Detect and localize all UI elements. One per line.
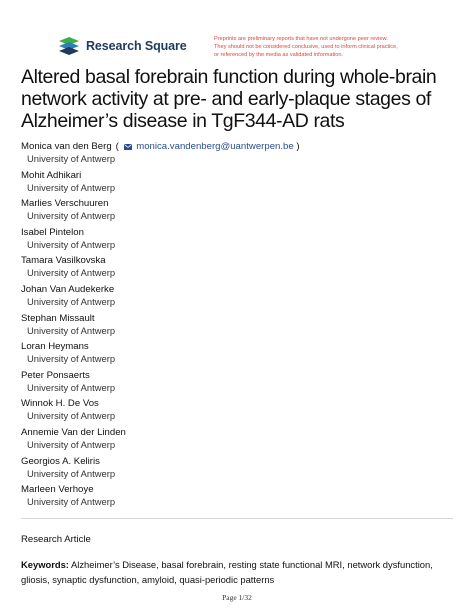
author-name: Winnok H. De Vos bbox=[21, 398, 99, 410]
author-entry bbox=[21, 227, 461, 256]
author-affiliation: University of Antwerp bbox=[27, 438, 116, 450]
author-list bbox=[21, 141, 461, 513]
author-affiliation: University of Antwerp bbox=[27, 153, 116, 164]
author-affiliation: University of Antwerp bbox=[27, 496, 116, 508]
envelope-icon bbox=[124, 144, 132, 150]
disclaimer-line: Preprints are preliminary reports that have not undergone peer review. bbox=[214, 36, 388, 42]
author-name: Mohit Adhikari bbox=[21, 169, 82, 181]
author-name: Marlies Verschuuren bbox=[21, 198, 109, 210]
preprint-header bbox=[0, 0, 474, 64]
author-affiliation: University of Antwerp bbox=[27, 210, 116, 222]
author-entry bbox=[21, 198, 461, 227]
author-entry bbox=[21, 427, 461, 456]
author-affiliation: University of Antwerp bbox=[27, 238, 116, 250]
author-name: Tamara Vasilkovska bbox=[21, 255, 106, 267]
author-affiliation: University of Antwerp bbox=[27, 267, 116, 279]
keywords bbox=[21, 557, 461, 587]
corresponding-email bbox=[116, 141, 300, 153]
author-affiliation: University of Antwerp bbox=[27, 467, 116, 479]
preprint-disclaimer bbox=[214, 36, 454, 59]
author-name: Georgios A. Keliris bbox=[21, 455, 100, 467]
author-affiliation: University of Antwerp bbox=[27, 381, 116, 393]
author-entry bbox=[21, 141, 461, 170]
author-entry bbox=[21, 170, 461, 199]
brand-name: Research Square bbox=[86, 39, 187, 53]
author-name: Loran Heymans bbox=[21, 341, 89, 353]
author-entry bbox=[21, 255, 461, 284]
author-affiliation: University of Antwerp bbox=[27, 353, 116, 365]
research-square-logo[interactable] bbox=[57, 37, 187, 55]
page-number: Page 1/32 bbox=[222, 593, 252, 602]
author-entry bbox=[21, 370, 461, 399]
article-type: Research Article bbox=[21, 534, 91, 545]
keywords-text: Alzheimer’s Disease, basal forebrain, resting state functional MRI, network dysfunction, gliosis, synaptic dysfunction, amyloid, quasi-periodic patterns bbox=[21, 559, 433, 585]
author-affiliation: University of Antwerp bbox=[27, 295, 116, 307]
author-entry bbox=[21, 484, 461, 513]
author-affiliation: University of Antwerp bbox=[27, 181, 116, 193]
author-affiliation: University of Antwerp bbox=[27, 410, 116, 422]
author-name: Johan Van Audekerke bbox=[21, 283, 115, 295]
author-entry bbox=[21, 398, 461, 427]
author-name: Peter Ponsaerts bbox=[21, 369, 90, 381]
disclaimer-line: They should not be considered conclusive, used to inform clinical practice, bbox=[214, 43, 398, 50]
research-square-logo-icon bbox=[57, 37, 81, 55]
author-name: Annemie Van der Linden bbox=[21, 426, 126, 438]
email-close-paren: ) bbox=[296, 141, 300, 152]
author-entry bbox=[21, 341, 461, 370]
author-name: Marleen Verhoye bbox=[21, 484, 94, 496]
author-name: Monica van den Berg bbox=[21, 141, 112, 152]
section-divider bbox=[21, 518, 453, 519]
keywords-label: Keywords: bbox=[21, 559, 69, 570]
author-entry bbox=[21, 284, 461, 313]
author-affiliation: University of Antwerp bbox=[27, 324, 116, 336]
author-name: Stephan Missault bbox=[21, 312, 95, 324]
email-link[interactable]: monica.vandenberg@uantwerpen.be bbox=[136, 141, 294, 152]
paper-title: Altered basal forebrain function during whole-brain network activity at pre- and early-plaque stages of Alzheimer’s disease in TgF344-AD rats bbox=[21, 66, 437, 132]
author-name: Isabel Pintelon bbox=[21, 226, 84, 238]
email-open-paren: ( bbox=[115, 141, 119, 152]
disclaimer-line: or referenced by the media as validated information. bbox=[214, 51, 344, 58]
author-entry bbox=[21, 313, 461, 342]
author-entry bbox=[21, 456, 461, 485]
